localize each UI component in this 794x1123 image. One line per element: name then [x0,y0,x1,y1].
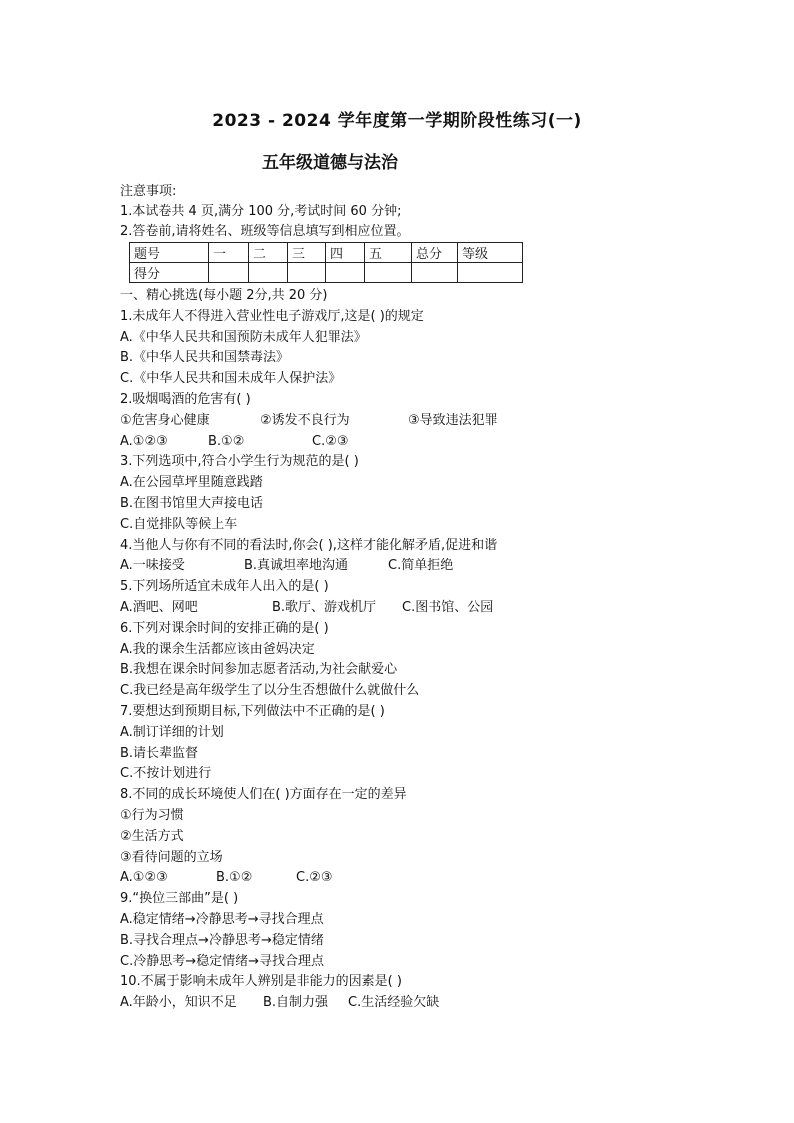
score-table-score-row [130,263,523,283]
score-header-cell: 等级 [458,243,523,263]
option-text: C.②③ [312,433,349,449]
option-text: A.年龄小，知识不足 [120,995,237,1011]
option-text: A.制订详细的计划 [120,724,224,740]
option-text: C.《中华人民共和国未成年人保护法》 [120,371,342,387]
option-text: ③导致违法犯罪 [408,412,498,428]
option-text: C.生活经验欠缺 [348,995,440,1011]
option-text: B.请长辈监督 [120,745,199,761]
option-line [120,640,560,661]
score-cell[interactable] [288,263,326,283]
option-line [120,494,560,515]
option-line [120,515,560,536]
option-text: A.①②③ [120,433,168,449]
option-text: B.在图书馆里大声接电话 [120,495,264,511]
option-text: C.自觉排队等候上车 [120,516,238,532]
option-text: C.②③ [296,870,333,886]
score-row-label: 得分 [130,263,209,283]
score-header-cell: 三 [288,243,326,263]
question-stem: 8.不同的成长环境使人们在( )方面存在一定的差异 [120,787,407,803]
option-text: C.不按计划进行 [120,766,212,782]
option-text: ①行为习惯 [120,807,184,823]
option-line [120,827,560,848]
option-line [120,328,560,349]
option-text: ③看待问题的立场 [120,849,223,865]
question-stem: 3.下列选项中,符合小学生行为规范的是( ) [120,454,359,470]
option-text: A.《中华人民共和国预防未成年人犯罪法》 [120,329,367,345]
exam-subtitle: 五年级道德与法治 [262,153,398,173]
score-header-cell: 五 [365,243,412,263]
option-line [120,764,560,785]
score-header-cell: 二 [249,243,288,263]
notes-item: 1.本试卷共 4 页,满分 100 分,考试时间 60 分钟; [120,204,402,219]
notes-item: 2.答卷前,请将姓名、班级等信息填写到相应位置。 [120,224,410,239]
option-text: B.自制力强 [263,995,329,1011]
option-text: C.图书馆、公园 [402,599,494,615]
option-text: B.寻找合理点→冷静思考→稳定情绪 [120,932,324,948]
score-header-cell: 总分 [412,243,458,263]
option-text: A.酒吧、网吧 [120,599,198,615]
option-line [120,723,560,744]
score-cell[interactable] [412,263,458,283]
score-cell[interactable] [209,263,249,283]
option-text: C.简单拒绝 [388,558,454,574]
question-stem: 9.“换位三部曲”是( ) [120,891,239,907]
question-stem: 6.下列对课余时间的安排正确的是( ) [120,620,329,636]
score-cell[interactable] [249,263,288,283]
option-text: ①危害身心健康 [120,412,210,428]
option-text: C.冷静思考→稳定情绪→寻找合理点 [120,953,324,969]
option-line [120,348,560,369]
question-list [120,286,560,1014]
option-text: A.我的课余生活都应该由爸妈决定 [120,641,315,657]
option-text: B.①② [216,870,253,886]
option-line [120,952,560,973]
option-line [120,868,560,889]
option-text: A.稳定情绪→冷静思考→寻找合理点 [120,911,324,927]
option-line [120,931,560,952]
score-header-cell: 一 [209,243,249,263]
question-stem: 7.要想达到预期目标,下列做法中不正确的是( ) [120,703,385,719]
option-text: A.在公园草坪里随意践踏 [120,475,263,491]
option-line [120,473,560,494]
question-stem: 1.未成年人不得进入营业性电子游戏厅,这是( )的规定 [120,308,424,324]
option-text: B.真诚坦率地沟通 [244,558,349,574]
option-text: ②生活方式 [120,828,184,844]
option-line [120,993,560,1014]
notes [120,182,410,242]
question-stem: 4.当他人与你有不同的看法时,你会( ),这样才能化解矛盾,促进和谐 [120,537,498,553]
option-line [120,369,560,390]
score-table-header-row [130,243,523,263]
option-line [120,681,560,702]
score-cell[interactable] [458,263,523,283]
score-cell[interactable] [326,263,365,283]
score-header-cell: 题号 [130,243,209,263]
option-line [120,598,560,619]
notes-heading: 注意事项: [120,184,177,199]
option-line [120,744,560,765]
score-table [129,242,523,283]
option-text: B.《中华人民共和国禁毒法》 [120,350,290,366]
option-text: C.我已经是高年级学生了以分生否想做什么就做什么 [120,683,420,699]
option-text: B.①② [208,433,245,449]
score-cell[interactable] [365,263,412,283]
option-line [120,411,560,432]
exam-title: 2023 - 2024 学年度第一学期阶段性练习(一) [212,111,582,131]
option-line [120,660,560,681]
option-text: B.我想在课余时间参加志愿者活动,为社会献爱心 [120,662,398,678]
option-line [120,848,560,869]
question-stem: 2.吸烟喝酒的危害有( ) [120,391,251,407]
question-stem: 10.不属于影响未成年人辨别是非能力的因素是( ) [120,974,402,990]
option-line [120,806,560,827]
option-text: ②诱发不良行为 [260,412,350,428]
option-line [120,432,560,453]
section-heading: 一、精心挑选(每小题 2分,共 20 分) [120,288,328,303]
option-text: A.①②③ [120,870,168,886]
score-header-cell: 四 [326,243,365,263]
option-line [120,910,560,931]
option-text: B.歌厅、游戏机厅 [272,599,377,615]
question-stem: 5.下列场所适宜未成年人出入的是( ) [120,579,329,595]
option-line [120,556,560,577]
option-text: A.一味接受 [120,558,185,574]
